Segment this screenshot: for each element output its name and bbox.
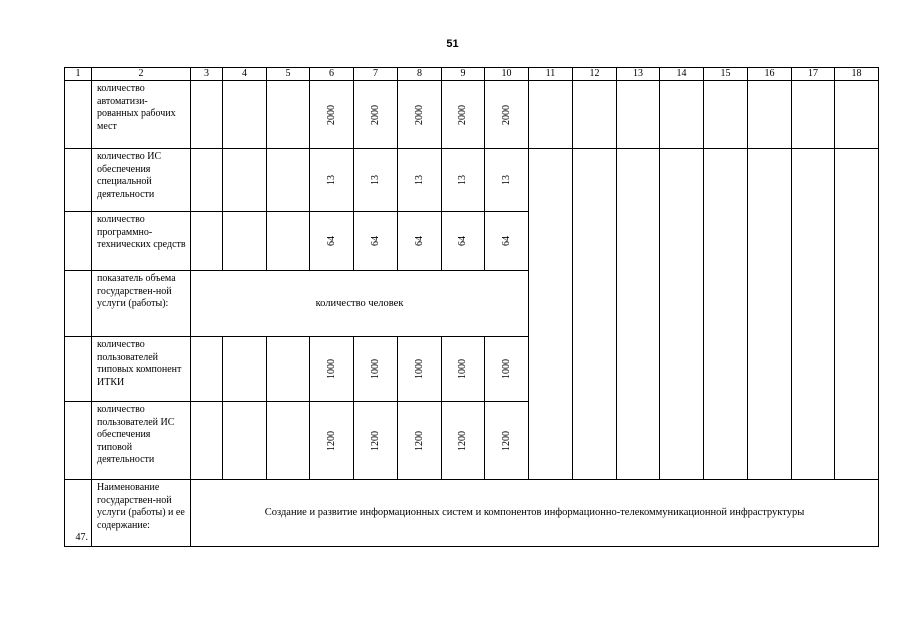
- header-cell: 4: [223, 68, 267, 81]
- service-name-cell: Создание и развитие информационных систем и компонентов информационно-телекоммуникационной инфраструктуры: [191, 480, 879, 547]
- value-cell: 13: [398, 149, 442, 212]
- header-cell: 17: [792, 68, 835, 81]
- value-cell: 64: [310, 212, 354, 271]
- empty-cell: [267, 149, 310, 212]
- value-cell: 1200: [398, 402, 442, 480]
- empty-cell: [660, 81, 704, 149]
- empty-cell: [267, 81, 310, 149]
- empty-cell: [792, 149, 835, 480]
- value-cell: 1000: [485, 337, 529, 402]
- header-cell: 1: [65, 68, 92, 81]
- row-label: количество ИС обеспечения специальной деятельности: [92, 149, 191, 212]
- row-label: количество автоматизи-рованных рабочих мест: [92, 81, 191, 149]
- value-cell: 1000: [442, 337, 485, 402]
- empty-cell: [617, 81, 660, 149]
- empty-cell: [748, 81, 792, 149]
- empty-cell: [223, 212, 267, 271]
- row-label: Наименование государствен-ной услуги (работы) и ее содержание:: [92, 480, 191, 547]
- empty-cell: [223, 337, 267, 402]
- empty-cell: [191, 81, 223, 149]
- value-cell: 64: [398, 212, 442, 271]
- table-row-service: [65, 480, 879, 547]
- row-number-cell: [65, 337, 92, 402]
- row-number-cell: [65, 271, 92, 337]
- row-label: показатель объема государствен-ной услуги (работы):: [92, 271, 191, 337]
- value-cell: 64: [442, 212, 485, 271]
- value-cell: 64: [485, 212, 529, 271]
- header-cell: 10: [485, 68, 529, 81]
- value-cell: 13: [485, 149, 529, 212]
- empty-cell: [792, 81, 835, 149]
- header-cell: 14: [660, 68, 704, 81]
- empty-cell: [223, 149, 267, 212]
- value-cell: 2000: [398, 81, 442, 149]
- header-cell: 12: [573, 68, 617, 81]
- empty-cell: [267, 402, 310, 480]
- merged-unit-cell: количество человек: [191, 271, 529, 337]
- empty-cell: [617, 149, 660, 480]
- empty-cell: [835, 149, 879, 480]
- header-cell: 18: [835, 68, 879, 81]
- empty-cell: [223, 402, 267, 480]
- header-cell: 16: [748, 68, 792, 81]
- row-number-cell: [65, 212, 92, 271]
- header-cell: 6: [310, 68, 354, 81]
- header-cell: 15: [704, 68, 748, 81]
- header-cell: 9: [442, 68, 485, 81]
- value-cell: 13: [354, 149, 398, 212]
- empty-cell: [191, 337, 223, 402]
- value-cell: 13: [310, 149, 354, 212]
- data-table-wrapper: [64, 67, 879, 547]
- row-number-cell: [65, 402, 92, 480]
- data-table: [64, 67, 879, 547]
- value-cell: 1200: [310, 402, 354, 480]
- header-cell: 3: [191, 68, 223, 81]
- empty-cell: [223, 81, 267, 149]
- value-cell: 2000: [485, 81, 529, 149]
- table-row: [65, 81, 879, 149]
- value-cell: 1000: [398, 337, 442, 402]
- empty-cell: [573, 149, 617, 480]
- value-cell: 2000: [442, 81, 485, 149]
- value-cell: 2000: [310, 81, 354, 149]
- empty-cell: [267, 337, 310, 402]
- row-number-cell: [65, 81, 92, 149]
- empty-cell: [191, 402, 223, 480]
- empty-cell: [704, 149, 748, 480]
- empty-cell: [267, 212, 310, 271]
- header-cell: 11: [529, 68, 573, 81]
- value-cell: 1200: [354, 402, 398, 480]
- row-label: количество программно-технических средств: [92, 212, 191, 271]
- table-row: [65, 149, 879, 212]
- empty-cell: [660, 149, 704, 480]
- header-cell: 2: [92, 68, 191, 81]
- header-cell: 13: [617, 68, 660, 81]
- value-cell: 1200: [485, 402, 529, 480]
- empty-cell: [573, 81, 617, 149]
- empty-cell: [191, 149, 223, 212]
- value-cell: 1000: [354, 337, 398, 402]
- value-cell: 2000: [354, 81, 398, 149]
- empty-cell: [191, 212, 223, 271]
- header-cell: 7: [354, 68, 398, 81]
- row-number-cell: 47.: [65, 480, 92, 547]
- value-cell: 64: [354, 212, 398, 271]
- page-number: 51: [446, 38, 459, 50]
- empty-cell: [529, 81, 573, 149]
- empty-cell: [704, 81, 748, 149]
- value-cell: 1200: [442, 402, 485, 480]
- empty-cell: [529, 149, 573, 480]
- header-cell: 8: [398, 68, 442, 81]
- empty-cell: [748, 149, 792, 480]
- value-cell: 1000: [310, 337, 354, 402]
- row-number-cell: [65, 149, 92, 212]
- row-label: количество пользователей типовых компонент ИТКИ: [92, 337, 191, 402]
- header-row: [65, 68, 879, 81]
- value-cell: 13: [442, 149, 485, 212]
- header-cell: 5: [267, 68, 310, 81]
- row-label: количество пользователей ИС обеспечения типовой деятельности: [92, 402, 191, 480]
- empty-cell: [835, 81, 879, 149]
